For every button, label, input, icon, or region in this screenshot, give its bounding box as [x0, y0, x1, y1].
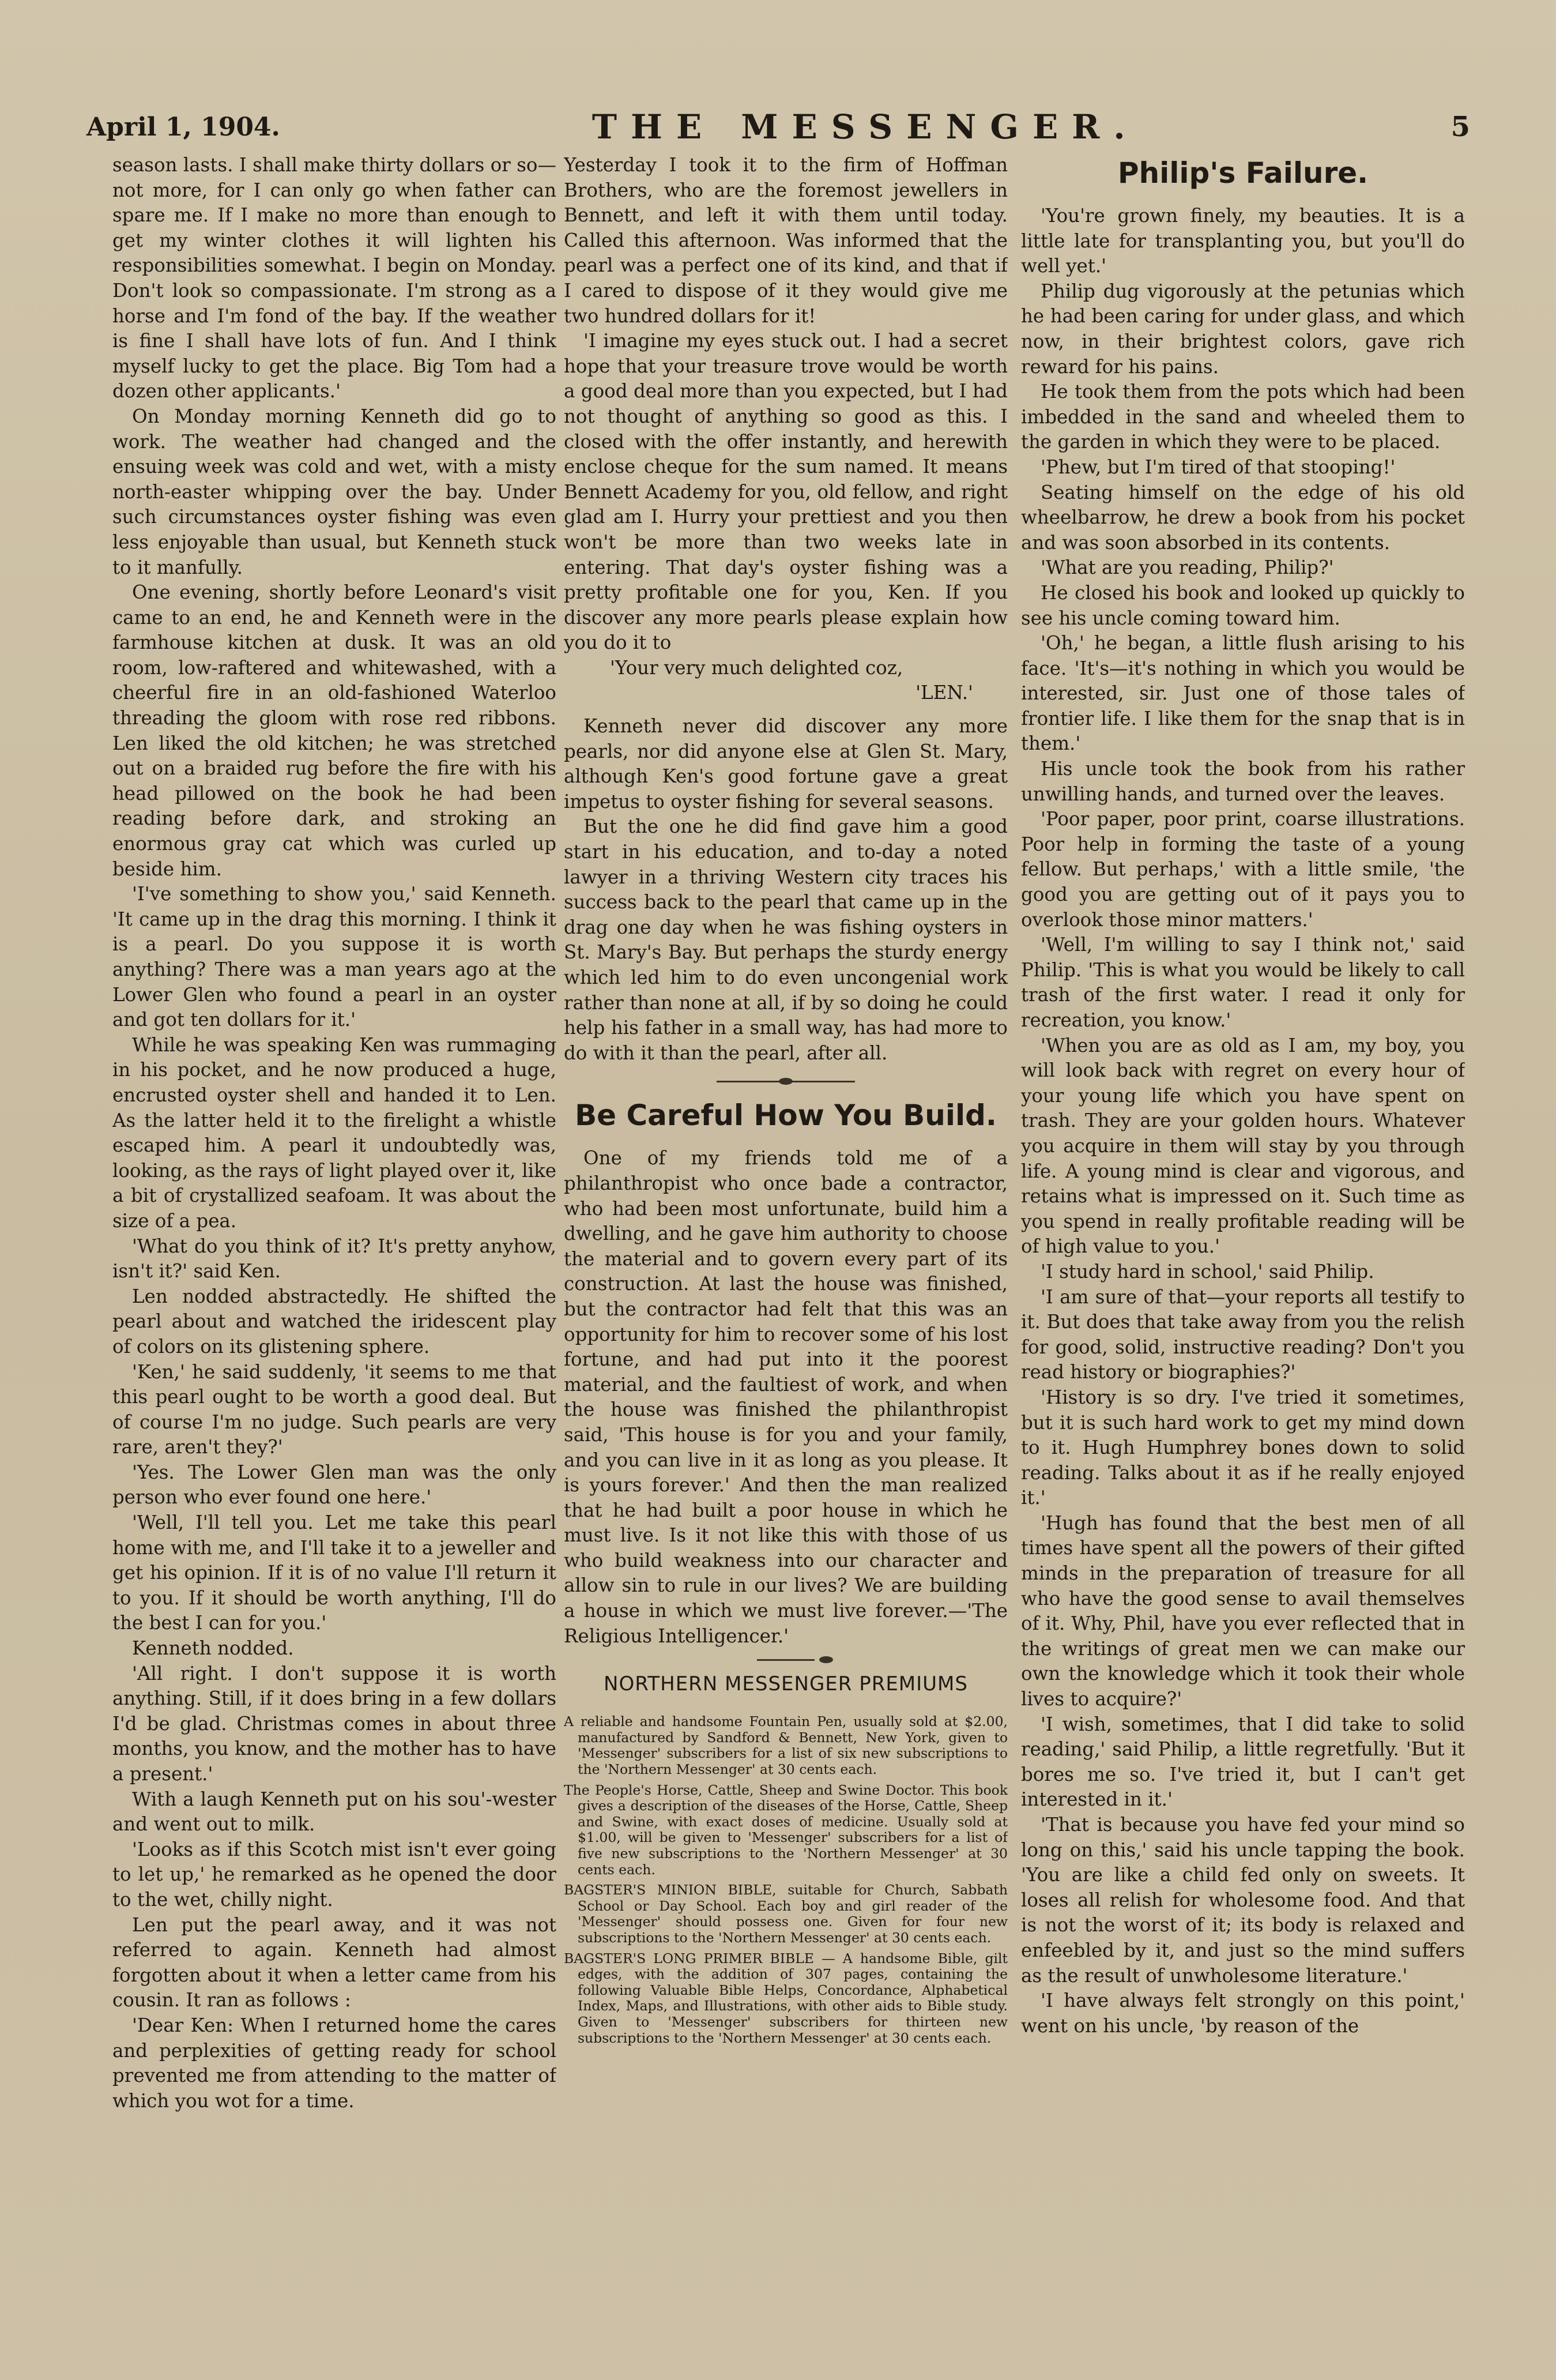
premium-item: The People's Horse, Cattle, Sheep and Swine Doctor. This book gives a description of the diseases of the Horse, Cattle, Sheep and Swine, with exact doses of medicine. Usually sold at $1.00, will be given to 'Messenger' subscribers for a list of five new subscriptions to the 'Northern Messenger' at 30 cents each. — [564, 1781, 1008, 1878]
paragraph: 'Phew, but I'm tired of that stooping!' — [1041, 456, 1396, 478]
premium-item: BAGSTER'S MINION BIBLE, suitable for Church, Sabbath School or Day School. Each boy and girl reader of the 'Messenger' should possess one. Given for four new subscriptions to the 'Northern Messenger' at 30 cents each. — [564, 1882, 1008, 1946]
paragraph: 'Ken,' he said suddenly, 'it seems to me that this pearl ought to be worth a good deal. But of course I'm no judge. Such pearls are very rare, aren't they?' — [112, 1360, 556, 1458]
paragraph: 'When you are as old as I am, my boy, you will look back with regret on every hour of your young life which you have spent on trash. They are your golden hours. Whatever you acquire in them will stay by you through life. A young mind is clear and vigorous, and retains what is impressed on it. Such time as you spend in really profitable reading will be of high value to you.' — [1021, 1034, 1465, 1258]
article-heading: Philip's Failure. — [1117, 156, 1369, 190]
masthead-title: THE MESSENGER. — [591, 107, 1139, 146]
premiums-heading: NORTHERN MESSENGER PREMIUMS — [604, 1672, 968, 1696]
page-header — [86, 101, 1470, 153]
letter-signature: 'LEN.' — [915, 682, 973, 704]
paragraph: Philip dug vigorously at the petunias which he had been caring for under glass, and which now, in their brightest colors, gave rich reward for his pains. — [1021, 280, 1465, 378]
section-divider — [717, 1081, 855, 1082]
paragraph: He closed his book and looked up quickly to see his uncle coming toward him. — [1021, 581, 1465, 629]
column-1 — [112, 153, 556, 2321]
paragraph: But the one he did find gave him a good start in his education, and to-day a noted lawyer in a thriving Western city traces his success back to the pearl that came up in the drag one day when he was fishing oysters in St. Mary's Bay. But perhaps the sturdy energy which led him to do even uncongenial work rather than none at all, if by so doing he could help his father in a small way, has had more to do with it than the pearl, after all. — [564, 815, 1008, 1064]
paragraph: 'I've something to show you,' said Kenneth. 'It came up in the drag this morning. I think it is a pearl. Do you suppose it is worth anything? There was a man years ago at the Lower Glen who found a pearl in an oyster and got ten dollars for it.' — [112, 883, 556, 1031]
paragraph: 'What do you think of it? It's pretty anyhow, isn't it?' said Ken. — [112, 1235, 556, 1283]
paragraph: 'That is because you have fed your mind so long on this,' said his uncle tapping the book. 'You are like a child fed only on sweets. It loses all relish for wholesome food. And that is not the worst of it; its body is relaxed and enfeebled by it, and just so the mind suffers as the result of unwholesome literature.' — [1021, 1814, 1465, 1987]
paragraph: Len put the pearl away, and it was not referred to again. Kenneth had almost forgotten about it when a letter came from his cousin. It ran as follows : — [112, 1913, 556, 2011]
premium-item: BAGSTER'S LONG PRIMER BIBLE — A handsome Bible, gilt edges, with the addition of 307 pages, containing the following Valuable Bible Helps, Concordance, Alphabetical Index, Maps, and Illustrations, with other aids to Bible study. Given to 'Messenger' subscribers for thirteen new subscriptions to the 'Northern Messenger' at 30 cents each. — [564, 1950, 1008, 2046]
paragraph: His uncle took the book from his rather unwilling hands, and turned over the leaves. — [1021, 758, 1465, 805]
paragraph: He took them from the pots which had been imbedded in the sand and wheeled them to the garden in which they were to be placed. — [1021, 381, 1465, 453]
page-number: 5 — [1450, 111, 1470, 143]
premium-item: A reliable and handsome Fountain Pen, usually sold at $2.00, manufactured by Sandford & Bennett, New York, given to 'Messenger' subscribers for a list of six new subscriptions to the 'Northern Messenger' at 30 cents each. — [564, 1713, 1008, 1778]
issue-date: April 1, 1904. — [86, 112, 280, 142]
column-3 — [1021, 153, 1465, 2321]
paragraph: While he was speaking Ken was rummaging in his pocket, and he now produced a huge, encrusted oyster shell and handed it to Len. As the latter held it to the firelight a whistle escaped him. A pearl it undoubtedly was, looking, as the rays of light played over it, like a bit of crystallized seafoam. It was about the size of a pea. — [112, 1033, 556, 1232]
paragraph: 'I wish, sometimes, that I did take to solid reading,' said Philip, a little regretfully. 'But it bores me so. I've tried it, but I can't get interested in it.' — [1021, 1713, 1465, 1811]
letter-closing: 'Your very much delighted coz, — [610, 656, 903, 679]
article-heading: Be Careful How You Build. — [575, 1099, 997, 1133]
paragraph: Seating himself on the edge of his old wheelbarrow, he drew a book from his pocket and was soon absorbed in its contents. — [1021, 481, 1465, 554]
paragraph: 'History is so dry. I've tried it sometimes, but it is such hard work to get my mind down to it. Hugh Humphrey bones down to solid reading. Talks about it as if he really enjoyed it.' — [1021, 1386, 1465, 1509]
paragraph: With a laugh Kenneth put on his sou'-wester and went out to milk. — [112, 1788, 556, 1836]
paragraph: 'Well, I'm willing to say I think not,' said Philip. 'This is what you would be likely to call trash of the first water. I read it only for recreation, you know.' — [1021, 934, 1465, 1031]
paragraph: Kenneth never did discover any more pearls, nor did anyone else at Glen St. Mary, although Ken's good fortune gave a great impetus to oyster fishing for several seasons. — [564, 715, 1008, 813]
paragraph: Yesterday I took it to the firm of Hoffman Brothers, who are the foremost jewellers in Bennett, and left it with them until today. Called this afternoon. Was informed that the pearl was a perfect one of its kind, and that if I cared to dispose of it they would give me two hundred dollars for it! — [564, 154, 1008, 327]
paragraph: Kenneth nodded. — [132, 1637, 294, 1660]
paragraph: 'Dear Ken: When I returned home the cares and perplexities of getting ready for school prevented me from attending to the matter of which you wot for a time. — [112, 2014, 556, 2112]
paragraph: 'Poor paper, poor print, coarse illustrations. Poor help in forming the taste of a young fellow. But perhaps,' with a little smile, 'the good you are getting out of it pays you to overlook those minor matters.' — [1021, 808, 1465, 931]
premiums-list — [564, 1714, 1008, 2046]
paragraph: 'All right. I don't suppose it is worth anything. Still, if it does bring in a few dollars I'd be glad. Christmas comes in about three months, you know, and the mother has to have a present.' — [112, 1662, 556, 1785]
paragraph: 'Looks as if this Scotch mist isn't ever going to let up,' he remarked as he opened the door to the wet, chilly night. — [112, 1838, 556, 1911]
paragraph: 'What are you reading, Philip?' — [1041, 557, 1334, 579]
paragraph: 'Yes. The Lower Glen man was the only person who ever found one here.' — [112, 1461, 556, 1509]
paragraph: One of my friends told me of a philanthropist who once bade a contractor, who had been most unfortunate, build him a dwelling, and he gave him authority to choose the material and to govern every part of its construction. At last the house was finished, but the contractor had felt that this was an opportunity for him to recover some of his lost fortune, and had put into it the poorest material, and the faultiest of work, and when the house was finished the philanthropist said, 'This house is for you and your family, and you can live in it as long as you please. It is yours forever.' And then the man realized that he had built a poor house in which he must live. Is it not like this with those of us who build weakness into our character and allow sin to rule in our lives? We are building a house in which we must live forever.—'The Religious Intelligencer.' — [564, 1147, 1008, 1647]
column-2 — [564, 153, 1008, 2321]
section-divider-small — [757, 1659, 815, 1661]
paragraph: 'You're grown finely, my beauties. It is a little late for transplanting you, but you'll do well yet.' — [1021, 205, 1465, 277]
paragraph: One evening, shortly before Leonard's visit came to an end, he and Kenneth were in the farmhouse kitchen at dusk. It was an old room, low-raftered and whitewashed, with a cheerful fire in an old-fashioned Waterloo threading the gloom with rose red ribbons. Len liked the old kitchen; he was stretched out on a braided rug before the fire with his head pillowed on the book he had been reading before dark, and stroking an enormous gray cat which was curled up beside him. — [112, 581, 556, 880]
paragraph: 'I have always felt strongly on this point,' went on his uncle, 'by reason of the — [1021, 1990, 1465, 2037]
paragraph: Len nodded abstractedly. He shifted the pearl about and watched the iridescent play of colors on its glistening sphere. — [112, 1285, 556, 1358]
paragraph: On Monday morning Kenneth did go to work. The weather had changed and the ensuing week was cold and wet, with a misty north-easter whipping over the bay. Under such circumstances oyster fishing was even less enjoyable than usual, but Kenneth stuck to it manfully. — [112, 405, 556, 578]
paragraph: 'Hugh has found that the best men of all times have spent all the powers of their gifted minds in the preparation of treasure for all who have the good sense to avail themselves of it. Why, Phil, have you ever reflected that in the writings of great men we can make our own the knowledge which it took their whole lives to acquire?' — [1021, 1512, 1465, 1710]
paragraph: 'I imagine my eyes stuck out. I had a secret hope that your treasure trove would be worth a good deal more than you expected, but I had not thought of anything so good as this. I closed with the offer instantly, and herewith enclose cheque for the sum named. It means Bennett Academy for you, old fellow, and right glad am I. Hurry your prettiest and you then won't be more than two weeks late in entering. That day's oyster fishing was a pretty profitable one for you, Ken. If you discover any more pearls please explain how you do it to — [564, 330, 1008, 654]
paragraph: 'I study hard in school,' said Philip. — [1041, 1260, 1374, 1283]
paragraph: 'Well, I'll tell you. Let me take this pearl home with me, and I'll take it to a jeweller and get his opinion. If it is of no value I'll return it to you. If it should be worth anything, I'll do the best I can for you.' — [112, 1512, 556, 1634]
paragraph: season lasts. I shall make thirty dollars or so—not more, for I can only go when father can spare me. If I make no more than enough to get my winter clothes it will lighten his responsibilities somewhat. I begin on Monday. Don't look so compassionate. I'm strong as a horse and I'm fond of the bay. If the weather is fine I shall have lots of fun. And I think myself lucky to get the place. Big Tom had a dozen other applicants.' — [112, 154, 556, 403]
paragraph: 'I am sure of that—your reports all testify to it. But does that take away from you the relish for good, solid, instructive reading? Don't you read history or biographies?' — [1021, 1285, 1465, 1383]
paragraph: 'Oh,' he began, a little flush arising to his face. 'It's—it's nothing in which you would be interested, sir. Just one of those tales of frontier life. I like them for the snap that is in them.' — [1021, 632, 1465, 755]
